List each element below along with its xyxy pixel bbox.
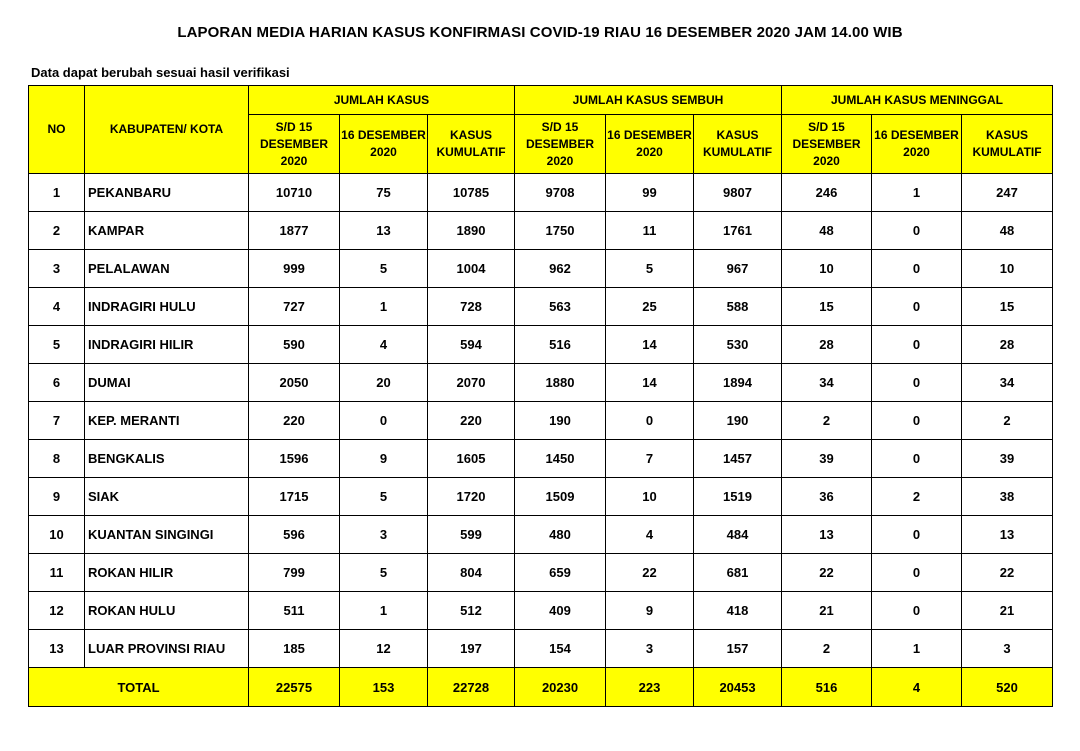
sembuh-sd15-cell: 1509 (515, 478, 606, 516)
row-kabupaten-cell: KEP. MERANTI (85, 402, 249, 440)
sembuh-16-cell: 14 (606, 364, 694, 402)
header-kasus-sd15: S/D 15 DESEMBER 2020 (249, 115, 340, 174)
meninggal-kumulatif-cell: 21 (962, 592, 1053, 630)
table-row (29, 212, 1053, 250)
meninggal-sd15-cell: 34 (782, 364, 872, 402)
meninggal-16-cell: 0 (872, 250, 962, 288)
sembuh-16-cell: 14 (606, 326, 694, 364)
table-body (29, 174, 1053, 668)
total-meninggal-sd15: 516 (782, 668, 872, 707)
sembuh-sd15-cell: 1450 (515, 440, 606, 478)
header-group-kasus: JUMLAH KASUS (249, 86, 515, 115)
sembuh-16-cell: 25 (606, 288, 694, 326)
total-sembuh-16: 223 (606, 668, 694, 707)
row-no-cell: 10 (29, 516, 85, 554)
kasus-16-cell: 75 (340, 174, 428, 212)
kasus-kumulatif-cell: 804 (428, 554, 515, 592)
kasus-16-cell: 5 (340, 478, 428, 516)
header-sembuh-kumulatif: KASUS KUMULATIF (694, 115, 782, 174)
row-no-cell: 5 (29, 326, 85, 364)
total-label: TOTAL (29, 668, 249, 707)
meninggal-sd15-cell: 2 (782, 402, 872, 440)
header-meninggal-kumulatif: KASUS KUMULATIF (962, 115, 1053, 174)
row-no-cell: 2 (29, 212, 85, 250)
meninggal-16-cell: 1 (872, 630, 962, 668)
meninggal-16-cell: 0 (872, 402, 962, 440)
kasus-16-cell: 1 (340, 592, 428, 630)
meninggal-sd15-cell: 13 (782, 516, 872, 554)
meninggal-kumulatif-cell: 34 (962, 364, 1053, 402)
row-no-cell: 6 (29, 364, 85, 402)
meninggal-16-cell: 0 (872, 288, 962, 326)
meninggal-sd15-cell: 28 (782, 326, 872, 364)
sembuh-16-cell: 22 (606, 554, 694, 592)
meninggal-kumulatif-cell: 2 (962, 402, 1053, 440)
meninggal-sd15-cell: 36 (782, 478, 872, 516)
sembuh-sd15-cell: 1880 (515, 364, 606, 402)
kasus-16-cell: 12 (340, 630, 428, 668)
total-kasus-sd15: 22575 (249, 668, 340, 707)
kasus-sd15-cell: 999 (249, 250, 340, 288)
kasus-sd15-cell: 596 (249, 516, 340, 554)
sembuh-sd15-cell: 409 (515, 592, 606, 630)
kasus-kumulatif-cell: 599 (428, 516, 515, 554)
kasus-sd15-cell: 511 (249, 592, 340, 630)
kasus-kumulatif-cell: 2070 (428, 364, 515, 402)
kasus-kumulatif-cell: 1004 (428, 250, 515, 288)
kasus-16-cell: 0 (340, 402, 428, 440)
sembuh-sd15-cell: 154 (515, 630, 606, 668)
row-no-cell: 11 (29, 554, 85, 592)
row-no-cell: 13 (29, 630, 85, 668)
meninggal-16-cell: 0 (872, 554, 962, 592)
kasus-kumulatif-cell: 10785 (428, 174, 515, 212)
header-group-meninggal: JUMLAH KASUS MENINGGAL (782, 86, 1053, 115)
table-row (29, 326, 1053, 364)
row-kabupaten-cell: PELALAWAN (85, 250, 249, 288)
meninggal-16-cell: 0 (872, 326, 962, 364)
sembuh-16-cell: 11 (606, 212, 694, 250)
kasus-16-cell: 1 (340, 288, 428, 326)
header-kasus-kumulatif: KASUS KUMULATIF (428, 115, 515, 174)
sembuh-kumulatif-cell: 681 (694, 554, 782, 592)
row-no-cell: 4 (29, 288, 85, 326)
kasus-kumulatif-cell: 1605 (428, 440, 515, 478)
meninggal-kumulatif-cell: 39 (962, 440, 1053, 478)
header-group-sembuh: JUMLAH KASUS SEMBUH (515, 86, 782, 115)
sembuh-kumulatif-cell: 1894 (694, 364, 782, 402)
meninggal-kumulatif-cell: 10 (962, 250, 1053, 288)
table-row (29, 364, 1053, 402)
meninggal-kumulatif-cell: 28 (962, 326, 1053, 364)
total-kasus-16: 153 (340, 668, 428, 707)
row-no-cell: 8 (29, 440, 85, 478)
kasus-sd15-cell: 185 (249, 630, 340, 668)
meninggal-16-cell: 0 (872, 516, 962, 554)
meninggal-kumulatif-cell: 48 (962, 212, 1053, 250)
row-kabupaten-cell: INDRAGIRI HULU (85, 288, 249, 326)
sembuh-16-cell: 9 (606, 592, 694, 630)
header-sembuh-16: 16 DESEMBER 2020 (606, 115, 694, 174)
table-row (29, 174, 1053, 212)
kasus-16-cell: 5 (340, 250, 428, 288)
sembuh-sd15-cell: 190 (515, 402, 606, 440)
table-row (29, 250, 1053, 288)
sembuh-kumulatif-cell: 967 (694, 250, 782, 288)
total-sembuh-sd15: 20230 (515, 668, 606, 707)
sembuh-16-cell: 0 (606, 402, 694, 440)
kasus-kumulatif-cell: 1720 (428, 478, 515, 516)
row-kabupaten-cell: PEKANBARU (85, 174, 249, 212)
header-kabupaten: KABUPATEN/ KOTA (85, 86, 249, 174)
table-row (29, 592, 1053, 630)
sembuh-sd15-cell: 516 (515, 326, 606, 364)
total-meninggal-16: 4 (872, 668, 962, 707)
kasus-kumulatif-cell: 728 (428, 288, 515, 326)
meninggal-kumulatif-cell: 22 (962, 554, 1053, 592)
sembuh-sd15-cell: 563 (515, 288, 606, 326)
meninggal-sd15-cell: 21 (782, 592, 872, 630)
kasus-sd15-cell: 2050 (249, 364, 340, 402)
row-kabupaten-cell: ROKAN HULU (85, 592, 249, 630)
total-meninggal-kumulatif: 520 (962, 668, 1053, 707)
sembuh-kumulatif-cell: 1457 (694, 440, 782, 478)
kasus-sd15-cell: 1596 (249, 440, 340, 478)
kasus-sd15-cell: 799 (249, 554, 340, 592)
sembuh-16-cell: 4 (606, 516, 694, 554)
row-no-cell: 12 (29, 592, 85, 630)
kasus-sd15-cell: 727 (249, 288, 340, 326)
meninggal-16-cell: 1 (872, 174, 962, 212)
kasus-16-cell: 4 (340, 326, 428, 364)
row-kabupaten-cell: LUAR PROVINSI RIAU (85, 630, 249, 668)
table-row (29, 554, 1053, 592)
sembuh-sd15-cell: 1750 (515, 212, 606, 250)
total-row (29, 668, 1053, 707)
covid-report-table (28, 85, 1053, 707)
meninggal-16-cell: 0 (872, 364, 962, 402)
kasus-kumulatif-cell: 1890 (428, 212, 515, 250)
sembuh-sd15-cell: 659 (515, 554, 606, 592)
meninggal-kumulatif-cell: 247 (962, 174, 1053, 212)
sembuh-kumulatif-cell: 1519 (694, 478, 782, 516)
meninggal-sd15-cell: 22 (782, 554, 872, 592)
meninggal-sd15-cell: 2 (782, 630, 872, 668)
sembuh-kumulatif-cell: 588 (694, 288, 782, 326)
meninggal-sd15-cell: 48 (782, 212, 872, 250)
header-meninggal-sd15: S/D 15 DESEMBER 2020 (782, 115, 872, 174)
report-subtitle: Data dapat berubah sesuai hasil verifikasi (31, 65, 290, 80)
meninggal-sd15-cell: 246 (782, 174, 872, 212)
sembuh-16-cell: 99 (606, 174, 694, 212)
sembuh-kumulatif-cell: 418 (694, 592, 782, 630)
header-kasus-16: 16 DESEMBER 2020 (340, 115, 428, 174)
total-sembuh-kumulatif: 20453 (694, 668, 782, 707)
header-no: NO (29, 86, 85, 174)
table-row (29, 288, 1053, 326)
header-meninggal-16: 16 DESEMBER 2020 (872, 115, 962, 174)
total-kasus-kumulatif: 22728 (428, 668, 515, 707)
meninggal-16-cell: 2 (872, 478, 962, 516)
row-kabupaten-cell: INDRAGIRI HILIR (85, 326, 249, 364)
sembuh-kumulatif-cell: 530 (694, 326, 782, 364)
kasus-16-cell: 9 (340, 440, 428, 478)
sembuh-kumulatif-cell: 484 (694, 516, 782, 554)
kasus-kumulatif-cell: 512 (428, 592, 515, 630)
meninggal-kumulatif-cell: 38 (962, 478, 1053, 516)
row-kabupaten-cell: KUANTAN SINGINGI (85, 516, 249, 554)
meninggal-sd15-cell: 15 (782, 288, 872, 326)
kasus-sd15-cell: 1877 (249, 212, 340, 250)
meninggal-sd15-cell: 39 (782, 440, 872, 478)
sembuh-16-cell: 3 (606, 630, 694, 668)
sembuh-sd15-cell: 480 (515, 516, 606, 554)
table-row (29, 630, 1053, 668)
report-title: LAPORAN MEDIA HARIAN KASUS KONFIRMASI COVID-19 RIAU 16 DESEMBER 2020 JAM 14.00 WIB (177, 24, 903, 41)
sembuh-kumulatif-cell: 157 (694, 630, 782, 668)
kasus-sd15-cell: 1715 (249, 478, 340, 516)
kasus-sd15-cell: 590 (249, 326, 340, 364)
meninggal-16-cell: 0 (872, 592, 962, 630)
row-no-cell: 1 (29, 174, 85, 212)
meninggal-kumulatif-cell: 3 (962, 630, 1053, 668)
table-row (29, 516, 1053, 554)
sembuh-kumulatif-cell: 1761 (694, 212, 782, 250)
kasus-16-cell: 20 (340, 364, 428, 402)
kasus-kumulatif-cell: 197 (428, 630, 515, 668)
row-no-cell: 7 (29, 402, 85, 440)
sembuh-16-cell: 7 (606, 440, 694, 478)
meninggal-16-cell: 0 (872, 440, 962, 478)
table-row (29, 402, 1053, 440)
row-kabupaten-cell: BENGKALIS (85, 440, 249, 478)
sembuh-kumulatif-cell: 190 (694, 402, 782, 440)
sembuh-sd15-cell: 9708 (515, 174, 606, 212)
header-sembuh-sd15: S/D 15 DESEMBER 2020 (515, 115, 606, 174)
kasus-sd15-cell: 220 (249, 402, 340, 440)
kasus-16-cell: 13 (340, 212, 428, 250)
table-row (29, 440, 1053, 478)
sembuh-16-cell: 5 (606, 250, 694, 288)
row-kabupaten-cell: DUMAI (85, 364, 249, 402)
meninggal-sd15-cell: 10 (782, 250, 872, 288)
meninggal-16-cell: 0 (872, 212, 962, 250)
sembuh-kumulatif-cell: 9807 (694, 174, 782, 212)
sembuh-16-cell: 10 (606, 478, 694, 516)
kasus-kumulatif-cell: 220 (428, 402, 515, 440)
meninggal-kumulatif-cell: 15 (962, 288, 1053, 326)
kasus-16-cell: 3 (340, 516, 428, 554)
row-kabupaten-cell: KAMPAR (85, 212, 249, 250)
kasus-16-cell: 5 (340, 554, 428, 592)
row-no-cell: 3 (29, 250, 85, 288)
kasus-sd15-cell: 10710 (249, 174, 340, 212)
sembuh-sd15-cell: 962 (515, 250, 606, 288)
meninggal-kumulatif-cell: 13 (962, 516, 1053, 554)
row-kabupaten-cell: SIAK (85, 478, 249, 516)
row-kabupaten-cell: ROKAN HILIR (85, 554, 249, 592)
kasus-kumulatif-cell: 594 (428, 326, 515, 364)
table-row (29, 478, 1053, 516)
row-no-cell: 9 (29, 478, 85, 516)
